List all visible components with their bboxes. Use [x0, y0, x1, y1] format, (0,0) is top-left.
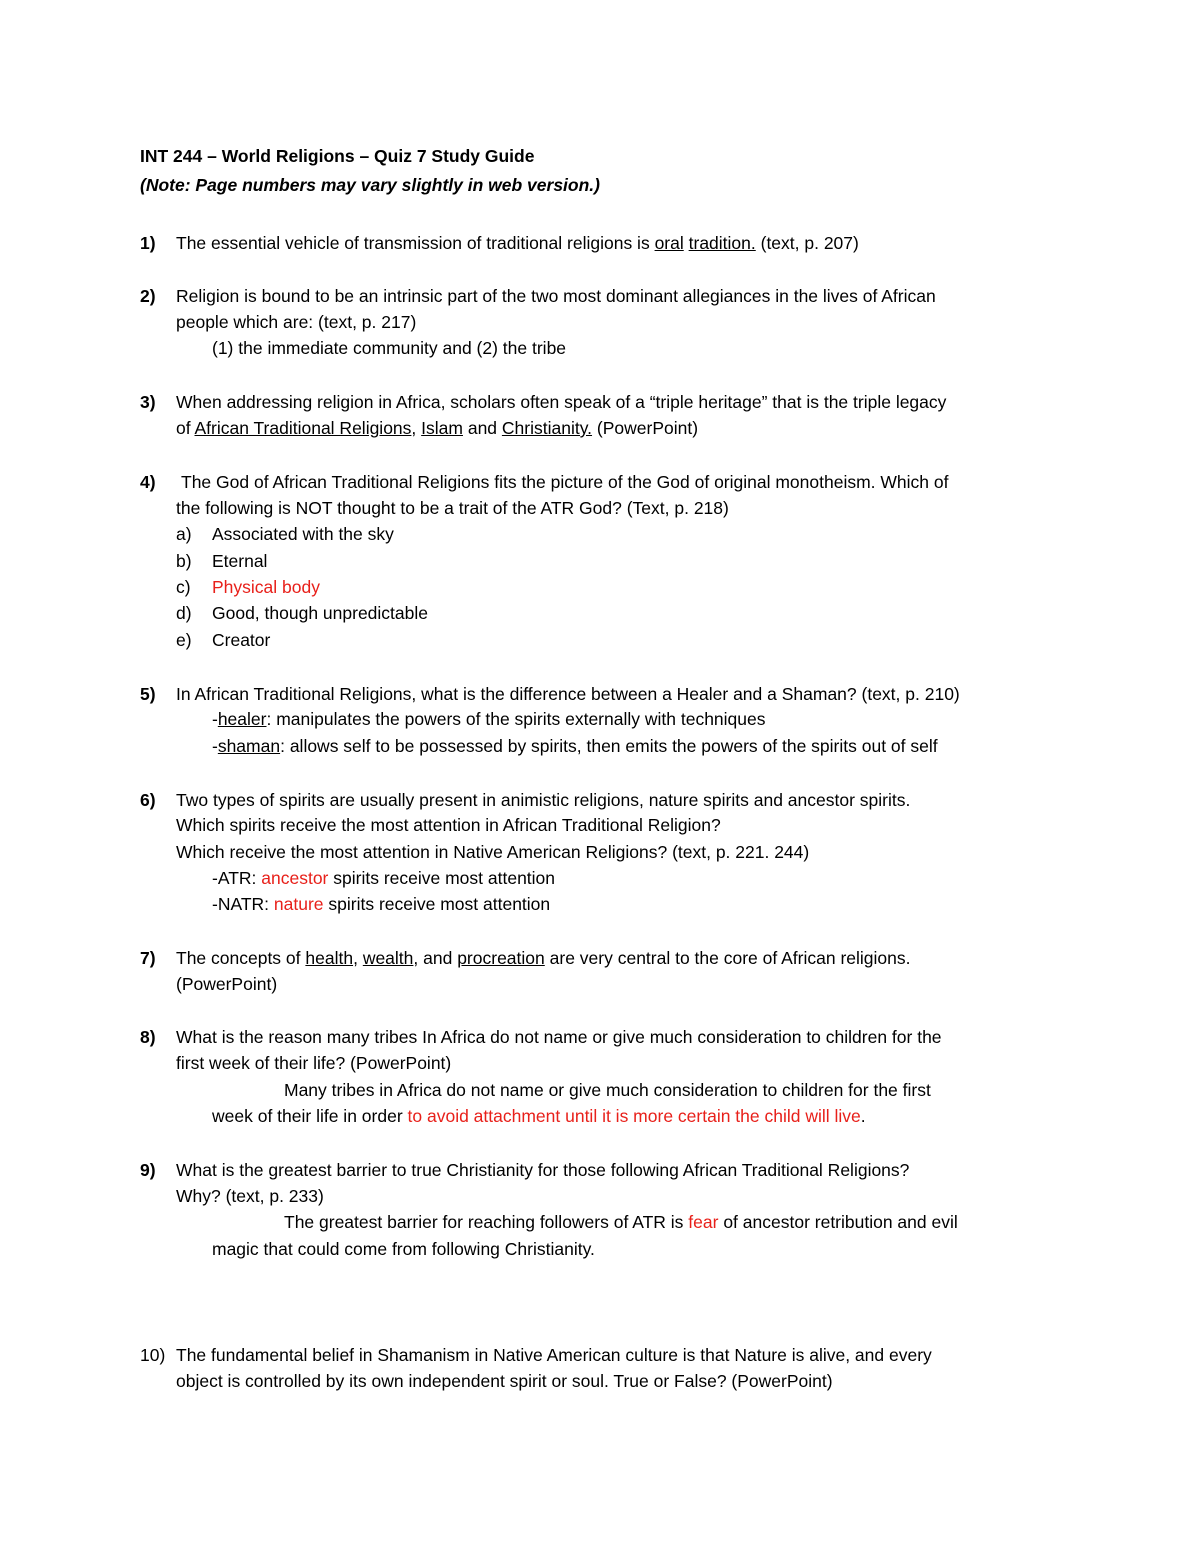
option-text-answer: Physical body	[212, 577, 320, 597]
question-1-text: The essential vehicle of transmission of traditional religions is oral tradition. (text, p. 207)	[176, 233, 859, 253]
option-label: d)	[176, 603, 192, 623]
question-2-answer: (1) the immediate community and (2) the tribe	[212, 338, 567, 358]
option-label: b)	[176, 551, 192, 571]
question-9-answer-line-1: The greatest barrier for reaching followers of ATR is fear of ancestor retribution and evil	[284, 1212, 958, 1232]
atr-answer: -ATR: ancestor spirits receive most attention	[212, 868, 556, 888]
option-label: a)	[176, 524, 192, 544]
question-9-line-2: Why? (text, p. 233)	[176, 1186, 324, 1206]
question-8-line-1: What is the reason many tribes In Africa do not name or give much consideration to children for the	[176, 1027, 942, 1047]
question-9-answer-line-2: magic that could come from following Christianity.	[212, 1239, 595, 1259]
question-9-line-1: What is the greatest barrier to true Christianity for those following African Traditional Religions?	[176, 1160, 910, 1180]
question-number: 5)	[140, 684, 156, 704]
question-3-line-2: of African Traditional Religions, Islam and Christianity. (PowerPoint)	[176, 418, 699, 438]
question-8-line-2: first week of their life? (PowerPoint)	[176, 1053, 452, 1073]
question-10-line-1: The fundamental belief in Shamanism in Native American culture is that Nature is alive, and every	[176, 1345, 932, 1365]
question-8-answer-line-2: week of their life in order to avoid attachment until it is more certain the child will live.	[212, 1106, 866, 1126]
question-number: 7)	[140, 948, 156, 968]
question-number: 1)	[140, 233, 156, 253]
question-4-line-1: The God of African Traditional Religions fits the picture of the God of original monotheism. Which of	[181, 472, 949, 492]
question-3-line-1: When addressing religion in Africa, scholars often speak of a “triple heritage” that is the triple legacy	[176, 392, 947, 412]
healer-definition: -healer: manipulates the powers of the spirits externally with techniques	[212, 709, 766, 729]
question-7-line-1: The concepts of health, wealth, and procreation are very central to the core of African religions.	[176, 948, 911, 968]
question-number: 2)	[140, 286, 156, 306]
page-note: (Note: Page numbers may vary slightly in web version.)	[140, 175, 600, 195]
option-text: Creator	[212, 630, 271, 650]
question-6-line-2: Which spirits receive the most attention in African Traditional Religion?	[176, 815, 721, 835]
shaman-definition: -shaman: allows self to be possessed by spirits, then emits the powers of the spirits out of self	[212, 736, 938, 756]
question-5-line-1: In African Traditional Religions, what is the difference between a Healer and a Shaman? (text, p. 210)	[176, 684, 960, 704]
question-4-line-2: the following is NOT thought to be a trait of the ATR God? (Text, p. 218)	[176, 498, 729, 518]
page-title: INT 244 – World Religions – Quiz 7 Study Guide	[140, 146, 535, 166]
question-2-line-1: Religion is bound to be an intrinsic part of the two most dominant allegiances in the lives of African	[176, 286, 936, 306]
question-6-line-3: Which receive the most attention in Native American Religions? (text, p. 221. 244)	[176, 842, 810, 862]
question-8-answer-line-1: Many tribes in Africa do not name or give much consideration to children for the first	[284, 1080, 931, 1100]
question-6-line-1: Two types of spirits are usually present in animistic religions, nature spirits and ancestor spirits.	[176, 790, 911, 810]
option-label: e)	[176, 630, 192, 650]
question-number: 6)	[140, 790, 156, 810]
option-label: c)	[176, 577, 191, 597]
question-number: 3)	[140, 392, 156, 412]
question-number: 9)	[140, 1160, 156, 1180]
natr-answer: -NATR: nature spirits receive most attention	[212, 894, 551, 914]
question-number: 8)	[140, 1027, 156, 1047]
option-text: Eternal	[212, 551, 268, 571]
option-text: Associated with the sky	[212, 524, 394, 544]
question-2-line-2: people which are: (text, p. 217)	[176, 312, 417, 332]
question-7-line-2: (PowerPoint)	[176, 974, 278, 994]
question-number: 10)	[140, 1345, 166, 1365]
question-number: 4)	[140, 472, 156, 492]
option-text: Good, though unpredictable	[212, 603, 428, 623]
question-10-line-2: object is controlled by its own independent spirit or soul. True or False? (PowerPoint)	[176, 1371, 833, 1391]
